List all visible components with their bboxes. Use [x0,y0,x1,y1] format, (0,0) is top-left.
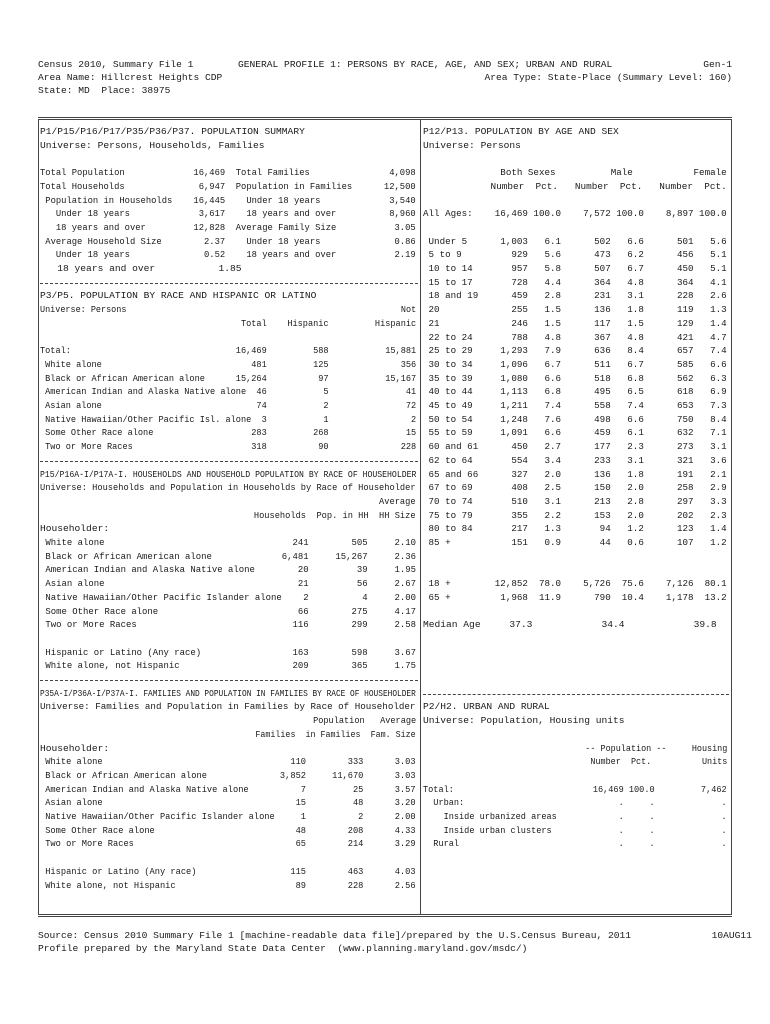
report-line: White alone 110 333 3.03 [40,756,416,768]
report-line: Black or African American alone 3,852 11,670 3.03 [40,769,416,781]
header-state-place: State: MD Place: 38975 [38,85,171,96]
report-line: Universe: Households and Population in Households by Race of Householder [40,482,416,494]
report-line: 5 to 9 929 5.6 473 6.2 456 5.1 [423,249,727,261]
report-line: 85 + 151 0.9 44 0.6 107 1.2 [423,537,727,548]
report-line: 60 and 61 450 2.7 177 2.3 273 3.1 [423,441,727,453]
report-line: All Ages: 16,469 100.0 7,572 100.0 8,897 100.0 [423,208,727,220]
report-line: Some Other Race alone 283 268 15 [40,427,417,439]
report-code: Gen-1 [703,59,732,70]
report-line: Under 18 years 3,617 18 years and over 8,960 [40,208,416,220]
center-divider [420,120,421,914]
right-border [731,120,732,914]
report-line: Under 5 1,003 6.1 502 6.6 501 5.6 [423,235,727,247]
report-line: Total Hispanic Hispanic [40,317,417,329]
report-line: 50 to 54 1,248 7.6 498 6.6 750 8.4 [423,413,727,425]
report-line: 21 246 1.5 117 1.5 129 1.4 [423,317,727,329]
report-line: White alone, not Hispanic 209 365 1.75 [40,660,417,672]
report-line: 18 years and over 1.85 [40,263,242,274]
report-line: White alone, not Hispanic 89 228 2.56 [40,879,416,891]
report-line: Native Hawaiian/Other Pacific Isl. alone 3 1 2 [40,413,417,425]
header-line-1: Census 2010, Summary File 1 [38,59,194,70]
report-line: Native Hawaiian/Other Pacific Islander alone 1 2 2.00 [40,811,416,822]
report-line: Number Pct. Units [423,756,728,768]
report-line: 65 + 1,968 11.9 790 10.4 1,178 13.2 [423,591,727,603]
bottom-rule-2 [38,916,732,917]
report-line: 40 to 44 1,113 6.8 495 6.5 618 6.9 [423,386,727,398]
report-line: 18 years and over 12,828 Average Family Size 3.05 [40,221,416,233]
right-panel [423,126,729,912]
report-line: Asian alone 21 56 2.67 [40,578,417,590]
report-line: Population in Households 16,445 Under 18 years 3,540 [40,194,416,206]
report-line: Hispanic or Latino (Any race) 115 463 4.03 [40,865,416,877]
report-title: GENERAL PROFILE 1: PERSONS BY RACE, AGE, AND SEX; URBAN AND RURAL [238,59,613,70]
report-line: Householder: [40,742,110,754]
report-line: Black or African American alone 15,264 97 15,167 [40,372,417,384]
report-line: -- Population -- Housing [423,742,728,754]
report-line: Universe: Population, Housing units [423,715,625,727]
report-line: Two or More Races 318 90 228 [40,441,417,453]
report-line: 20 255 1.5 136 1.8 119 1.3 [423,304,727,316]
report-line: Some Other Race alone 48 208 4.33 [40,824,416,836]
report-line: Inside urbanized areas . . . [423,811,727,822]
report-line: 30 to 34 1,096 6.7 511 6.7 585 6.6 [423,358,727,370]
report-line: American Indian and Alaska Native alone 46 5 41 [40,386,417,398]
report-line: P35A-I/P36A-I/P37A-I. FAMILIES AND POPULATION IN FAMILIES BY RACE OF HOUSEHOLDER [40,687,416,699]
footer-prepared-by: Profile prepared by the Maryland State Data Center (www.planning.maryland.gov/msdc/) [38,943,528,954]
report-line: Universe: Persons, Households, Families [40,139,265,151]
report-line: 25 to 29 1,293 7.9 636 8.4 657 7.4 [423,345,727,357]
header-area-name: Area Name: Hillcrest Heights CDP [38,72,223,83]
report-line: Native Hawaiian/Other Pacific Islander alone 2 4 2.00 [40,591,417,603]
report-line: Universe: Persons [423,139,521,151]
report-line: Two or More Races 116 299 2.58 [40,619,417,631]
report-line: Hispanic or Latino (Any race) 163 598 3.67 [40,646,417,658]
report-line: Universe: Families and Population in Families by Race of Householder [40,701,416,713]
report-line: Population Average [40,715,417,727]
footer-source: Source: Census 2010 Summary File 1 [machine-readable data file]/prepared by the U.S.Census Bureau, 2011 10AUG11 [38,930,752,941]
report-line: 65 and 66 327 2.0 136 1.8 191 2.1 [423,468,727,480]
report-line: P15/P16A-I/P17A-I. HOUSEHOLDS AND HOUSEHOLD POPULATION BY RACE OF HOUSEHOLDER [40,468,417,480]
left-panel [40,126,418,912]
report-line: P2/H2. URBAN AND RURAL [423,701,550,713]
report-line: Households Pop. in HH HH Size [40,509,416,521]
report-line: Total: 16,469 588 15,881 [40,345,417,357]
section-divider [40,283,418,284]
report-line: 67 to 69 408 2.5 150 2.0 258 2.9 [423,482,727,494]
report-line: Number Pct. Number Pct. Number Pct. [423,180,727,192]
report-line: Both Sexes Male Female [423,167,727,179]
report-line: Universe: Persons Not [40,304,417,316]
report-line: Inside urban clusters . . . [423,824,727,836]
bottom-rule [38,914,732,915]
report-line: Under 18 years 0.52 18 years and over 2.19 [40,249,416,261]
report-line: Rural . . . [423,838,727,850]
top-rule [38,117,732,118]
report-line: 22 to 24 788 4.8 367 4.8 421 4.7 [423,331,727,343]
report-line: Average [40,495,416,507]
top-rule-2 [38,119,732,120]
report-line: White alone 241 505 2.10 [40,537,417,548]
report-line: American Indian and Alaska Native alone 7 25 3.57 [40,783,416,795]
report-line: Two or More Races 65 214 3.29 [40,838,416,850]
report-line: 62 to 64 554 3.4 233 3.1 321 3.6 [423,454,727,466]
area-type: Area Type: State-Place (Summary Level: 160) [484,72,732,83]
report-line: 45 to 49 1,211 7.4 558 7.4 653 7.3 [423,400,727,411]
report-line: Total: 16,469 100.0 7,462 [423,783,727,795]
report-line: Some Other Race alone 66 275 4.17 [40,605,417,617]
report-line: 15 to 17 728 4.4 364 4.8 364 4.1 [423,276,727,288]
report-line: 80 to 84 217 1.3 94 1.2 123 1.4 [423,523,727,535]
report-line: 18 + 12,852 78.0 5,726 75.6 7,126 80.1 [423,578,727,590]
left-border [38,120,39,914]
report-line: Total Population 16,469 Total Families 4,098 [40,167,416,179]
report-line: 18 and 19 459 2.8 231 3.1 228 2.6 [423,290,727,302]
report-line: Average Household Size 2.37 Under 18 years 0.86 [40,235,416,247]
report-line: Asian alone 15 48 3.20 [40,797,416,809]
report-line: 70 to 74 510 3.1 213 2.8 297 3.3 [423,495,727,507]
report-line: Median Age 37.3 34.4 39.8 [423,619,717,631]
section-divider [40,680,418,681]
section-divider [40,461,418,462]
report-line: Householder: [40,523,110,535]
report-line: White alone 481 125 356 [40,358,417,370]
report-line: P3/P5. POPULATION BY RACE AND HISPANIC OR LATINO [40,290,317,302]
report-line: Black or African American alone 6,481 15,267 2.36 [40,550,417,562]
report-line: 35 to 39 1,080 6.6 518 6.8 562 6.3 [423,372,727,384]
section-divider [423,694,729,695]
report-line: Families in Families Fam. Size [40,728,416,740]
report-line: 55 to 59 1,091 6.6 459 6.1 632 7.1 [423,427,727,439]
report-line: American Indian and Alaska Native alone 20 39 1.95 [40,564,417,576]
report-line: Urban: . . . [423,797,727,809]
report-line: 75 to 79 355 2.2 153 2.0 202 2.3 [423,509,727,521]
report-line: Asian alone 74 2 72 [40,400,417,411]
report-line: P12/P13. POPULATION BY AGE AND SEX [423,126,619,137]
report-line: Total Households 6,947 Population in Families 12,500 [40,180,416,192]
report-line: P1/P15/P16/P17/P35/P36/P37. POPULATION SUMMARY [40,126,305,137]
report-line: 10 to 14 957 5.8 507 6.7 450 5.1 [423,263,727,274]
